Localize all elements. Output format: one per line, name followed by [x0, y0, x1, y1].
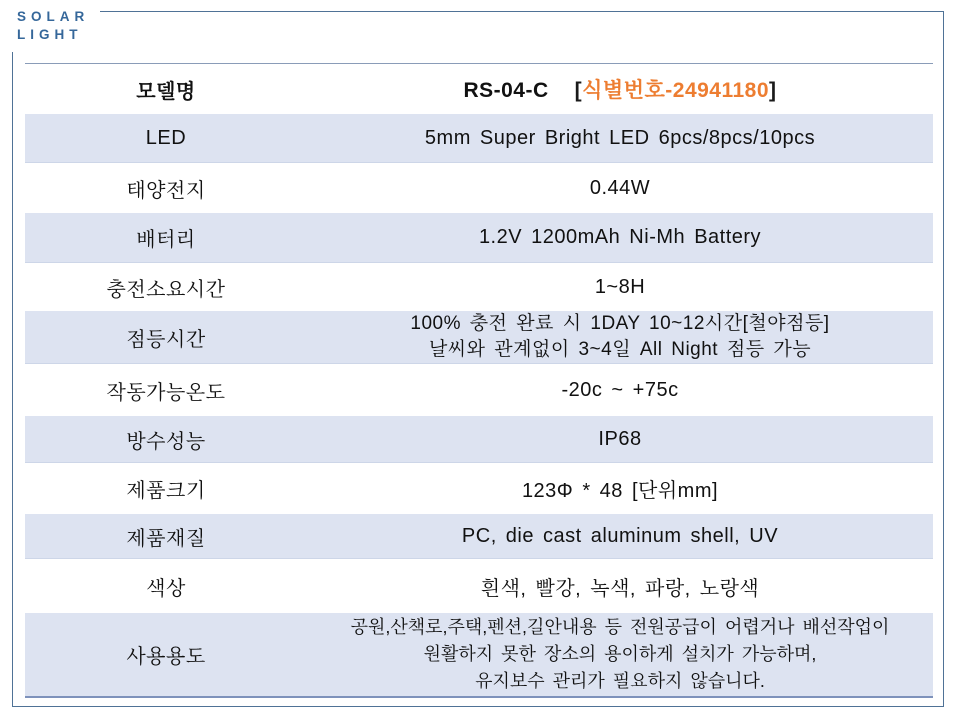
solar-light-logo	[0, 0, 100, 52]
spec-label: LED	[145, 126, 187, 149]
spec-label: 사용용도	[126, 646, 206, 668]
spec-value-line: 0.44W	[589, 176, 651, 199]
logo-line-2: LIGHT	[17, 27, 83, 42]
table-row	[25, 613, 933, 696]
spec-value	[307, 474, 933, 503]
spec-label: 배터리	[136, 229, 196, 251]
spec-value-line: 1~8H	[594, 275, 646, 298]
spec-value	[307, 74, 933, 104]
spec-value-line: 유지보수 관리가 필요하지 않습니다.	[475, 671, 765, 691]
spec-label: 태양전지	[126, 179, 206, 202]
table-row	[25, 311, 933, 364]
table-row	[25, 463, 933, 514]
table-row	[25, 559, 933, 613]
spec-value-line: IP68	[598, 427, 642, 450]
identification-number: 식별번호-24941180	[582, 79, 770, 102]
spec-value	[307, 379, 933, 402]
table-row	[25, 416, 933, 463]
spec-value-line: 원활하지 못한 장소의 용이하게 설치가 가능하며,	[423, 644, 817, 664]
table-row	[25, 114, 933, 163]
spec-value-line: 100% 충전 완료 시 1DAY 10~12시간[철야점등]	[410, 313, 830, 334]
spec-value	[307, 177, 933, 200]
table-row	[25, 263, 933, 311]
spec-label: 작동가능온도	[106, 381, 226, 404]
spec-value-line: 5mm Super Bright LED 6pcs/8pcs/10pcs	[424, 126, 816, 149]
model-code: RS-04-C	[463, 79, 549, 102]
id-bracket-open: [	[574, 79, 583, 102]
spec-label: 제품크기	[126, 480, 206, 502]
logo-line-1: SOLAR	[17, 9, 90, 24]
spec-value	[307, 428, 933, 451]
spec-value	[307, 311, 933, 363]
spec-value	[307, 525, 933, 548]
spec-table	[25, 63, 933, 698]
spec-value-line: -20c ~ +75c	[561, 378, 679, 401]
spec-value-line: 공원,산책로,주택,펜션,길안내용 등 전원공급이 어렵거나 배선작업이	[350, 617, 890, 637]
spec-label: 점등시간	[126, 328, 206, 351]
spec-value	[307, 226, 933, 249]
table-row	[25, 364, 933, 416]
spec-label: 제품재질	[126, 527, 206, 550]
spec-value-line: 123Φ * 48 [단위mm]	[521, 480, 719, 502]
spec-value	[307, 276, 933, 299]
table-row	[25, 514, 933, 559]
spec-value-line: 1.2V 1200mAh Ni-Mh Battery	[478, 226, 762, 248]
spec-value-line: 날씨와 관계없이 3~4일 All Night 점등 가능	[428, 339, 812, 360]
spec-value-line: 흰색, 빨강, 녹색, 파랑, 노랑색	[480, 577, 760, 600]
spec-value	[307, 614, 933, 695]
spec-value	[307, 127, 933, 150]
spec-label: 모델명	[136, 80, 196, 103]
id-bracket-close: ]	[769, 79, 777, 102]
spec-label: 방수성능	[126, 430, 206, 453]
spec-label: 충전소요시간	[106, 278, 226, 301]
table-row	[25, 163, 933, 213]
table-row	[25, 64, 933, 114]
spec-value	[307, 572, 933, 601]
spec-label: 색상	[146, 577, 186, 600]
spec-value-line: PC, die cast aluminum shell, UV	[461, 524, 779, 547]
table-row	[25, 213, 933, 263]
